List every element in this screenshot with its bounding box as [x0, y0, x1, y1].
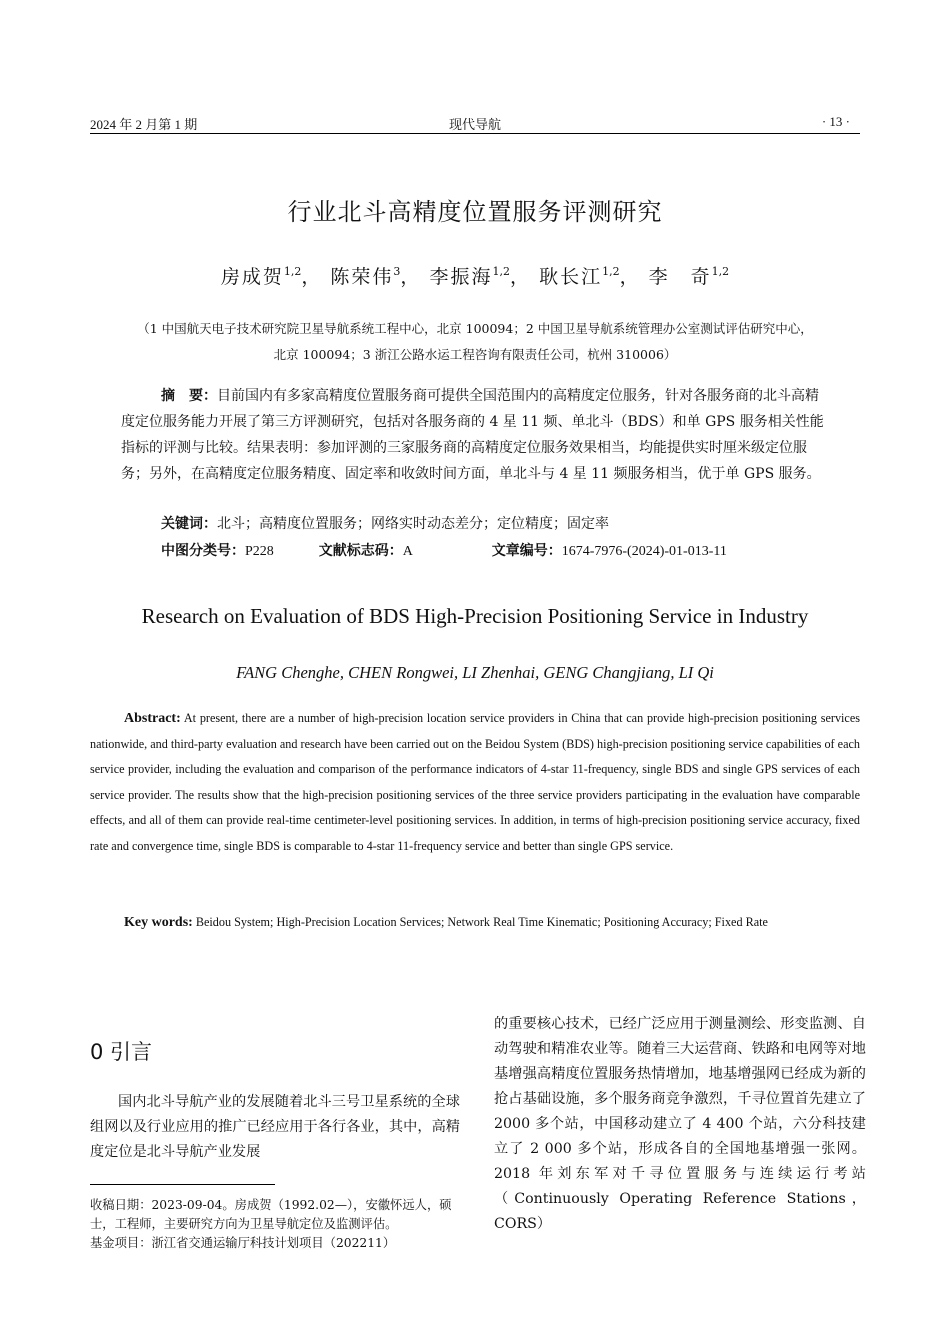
author-separator: ，	[619, 266, 641, 288]
section-heading: 0 引言	[90, 1040, 153, 1064]
keywords-cn-text: 北斗；高精度位置服务；网络实时动态差分；定位精度；固定率	[217, 516, 609, 532]
footnote-fund: 基金项目：浙江省交通运输厅科技计划项目（202211）	[90, 1236, 396, 1250]
keywords-en	[90, 910, 860, 936]
intro-right-column: 的重要核心技术，已经广泛应用于测量测绘、形变监测、自动驾驶和精准农业等。随着三大运营商、铁路和电网等对地基增强高精度位置服务热情增加，地基增强网已经成为新的抢占基础设施，多个服务商竞争激烈，千寻位置首先建立了 2000 多个站，中国移动建立了 4 400 个站，六分科技建立了 2 000 多个站，形成各自的全国地基增强一张网。2018 年刘东军对千寻位置服务与连续运行考站（Continuously Operating Reference Stations，CORS）	[494, 1016, 866, 1232]
clc-label: 中图分类号：	[161, 543, 245, 559]
author-list	[0, 262, 950, 289]
author-affil-mark: 1,2	[602, 265, 620, 278]
keywords-cn	[161, 513, 869, 533]
doc-code-label: 文献标志码：	[318, 543, 403, 559]
abstract-cn-text: 目前国内有多家高精度位置服务商可提供全国范围内的高精度定位服务，针对各服务商的北斗高精度定位服务能力开展了第三方评测研究，包括对各服务商的 4 星 11 频、单北斗（BDS）和单 GPS 服务相关性能指标的评测与比较。结果表明：参加评测的三家服务商的高精度定位服务效果相当，均能提供实时厘米级定位服务；另外，在高精度定位服务精度、固定率和收敛时间方面，单北斗与 4 星 11 频服务相当，优于单 GPS 服务。	[121, 388, 824, 482]
author-name: 李 奇	[648, 266, 712, 288]
author-affil-mark: 3	[393, 265, 401, 278]
page-number: · 13 ·	[821, 114, 850, 129]
affiliation-line-1: （1 中国航天电子技术研究院卫星导航系统工程中心，北京 100094；2 中国卫星导航系统管理办公室测试评估研究中心，	[137, 321, 813, 336]
classification-line	[161, 540, 869, 560]
author-name: 陈荣伟	[330, 266, 394, 288]
keywords-en-text: Beidou System; High-Precision Location Services; Network Real Time Kinematic; Positioning Accuracy; Fixed Rate	[195, 915, 768, 929]
article-no-value: 1674-7976-(2024)-01-013-11	[561, 544, 727, 559]
abstract-en	[90, 706, 860, 860]
author-separator: ，	[301, 266, 323, 288]
affiliation-line-2: 北京 100094；3 浙江公路水运工程咨询有限责任公司，杭州 310006）	[273, 347, 677, 362]
english-authors: FANG Chenghe, CHEN Rongwei, LI Zhenhai, GENG Changjiang, LI Qi	[236, 663, 714, 682]
header-rule	[90, 133, 860, 134]
journal-name: 现代导航	[448, 117, 501, 132]
abstract-en-text: At present, there are a number of high-precision location service providers in China that can provide high-precision positioning services nationwide, and third-party evaluation and research have been carried out on the Beidou System (BDS) high-precision positioning service capabilities of each service provider, including the evaluation and comparison of the performance indicators of 4-star 11-frequency, single BDS and single GPS services of each service provider. The results show that the high-precision positioning services of the three service providers participating in the evaluation have comparable effects, and all of them can provide real-time centimeter-level positioning services. In addition, in terms of high-precision positioning service accuracy, fixed rate and convergence time, single BDS is comparable to 4-star 11-frequency service and better than single GPS service.	[90, 711, 860, 853]
author-separator: ，	[510, 266, 532, 288]
issue-label: 2024 年 2 月第 1 期	[90, 117, 198, 132]
clc-value: P228	[245, 544, 274, 559]
author-name: 耿长江	[539, 266, 603, 288]
author-affil-mark: 1,2	[283, 265, 302, 278]
keywords-en-label: Key words:	[124, 915, 193, 930]
abstract-en-label: Abstract:	[124, 711, 181, 726]
author-name: 李振海	[429, 266, 493, 288]
author-separator: ，	[400, 266, 422, 288]
author-affil-mark: 1,2	[492, 265, 510, 278]
intro-left-column: 国内北斗导航产业的发展随着北斗三号卫星系统的全球组网以及行业应用的推广已经应用于各行各业，其中，高精度定位是北斗导航产业发展	[90, 1094, 460, 1160]
author-name: 房成贺	[220, 266, 284, 288]
footnote-received: 收稿日期：2023-09-04。房成贺（1992.02—），安徽怀远人，硕士，工程师，主要研究方向为卫星导航定位及监测评估。	[90, 1198, 452, 1231]
abstract-cn-label: 摘 要：	[161, 388, 217, 404]
english-title: Research on Evaluation of BDS High-Precision Positioning Service in Industry	[141, 604, 809, 628]
doc-code-value: A	[402, 544, 413, 559]
article-no-label: 文章编号：	[491, 543, 562, 559]
running-header	[90, 114, 860, 134]
footnote-rule	[90, 1184, 275, 1185]
keywords-cn-label: 关键词：	[161, 516, 217, 532]
abstract-cn	[121, 383, 829, 487]
footnote	[90, 1196, 465, 1253]
paper-title: 行业北斗高精度位置服务评测研究	[287, 198, 663, 226]
author-affil-mark: 1,2	[711, 265, 730, 278]
